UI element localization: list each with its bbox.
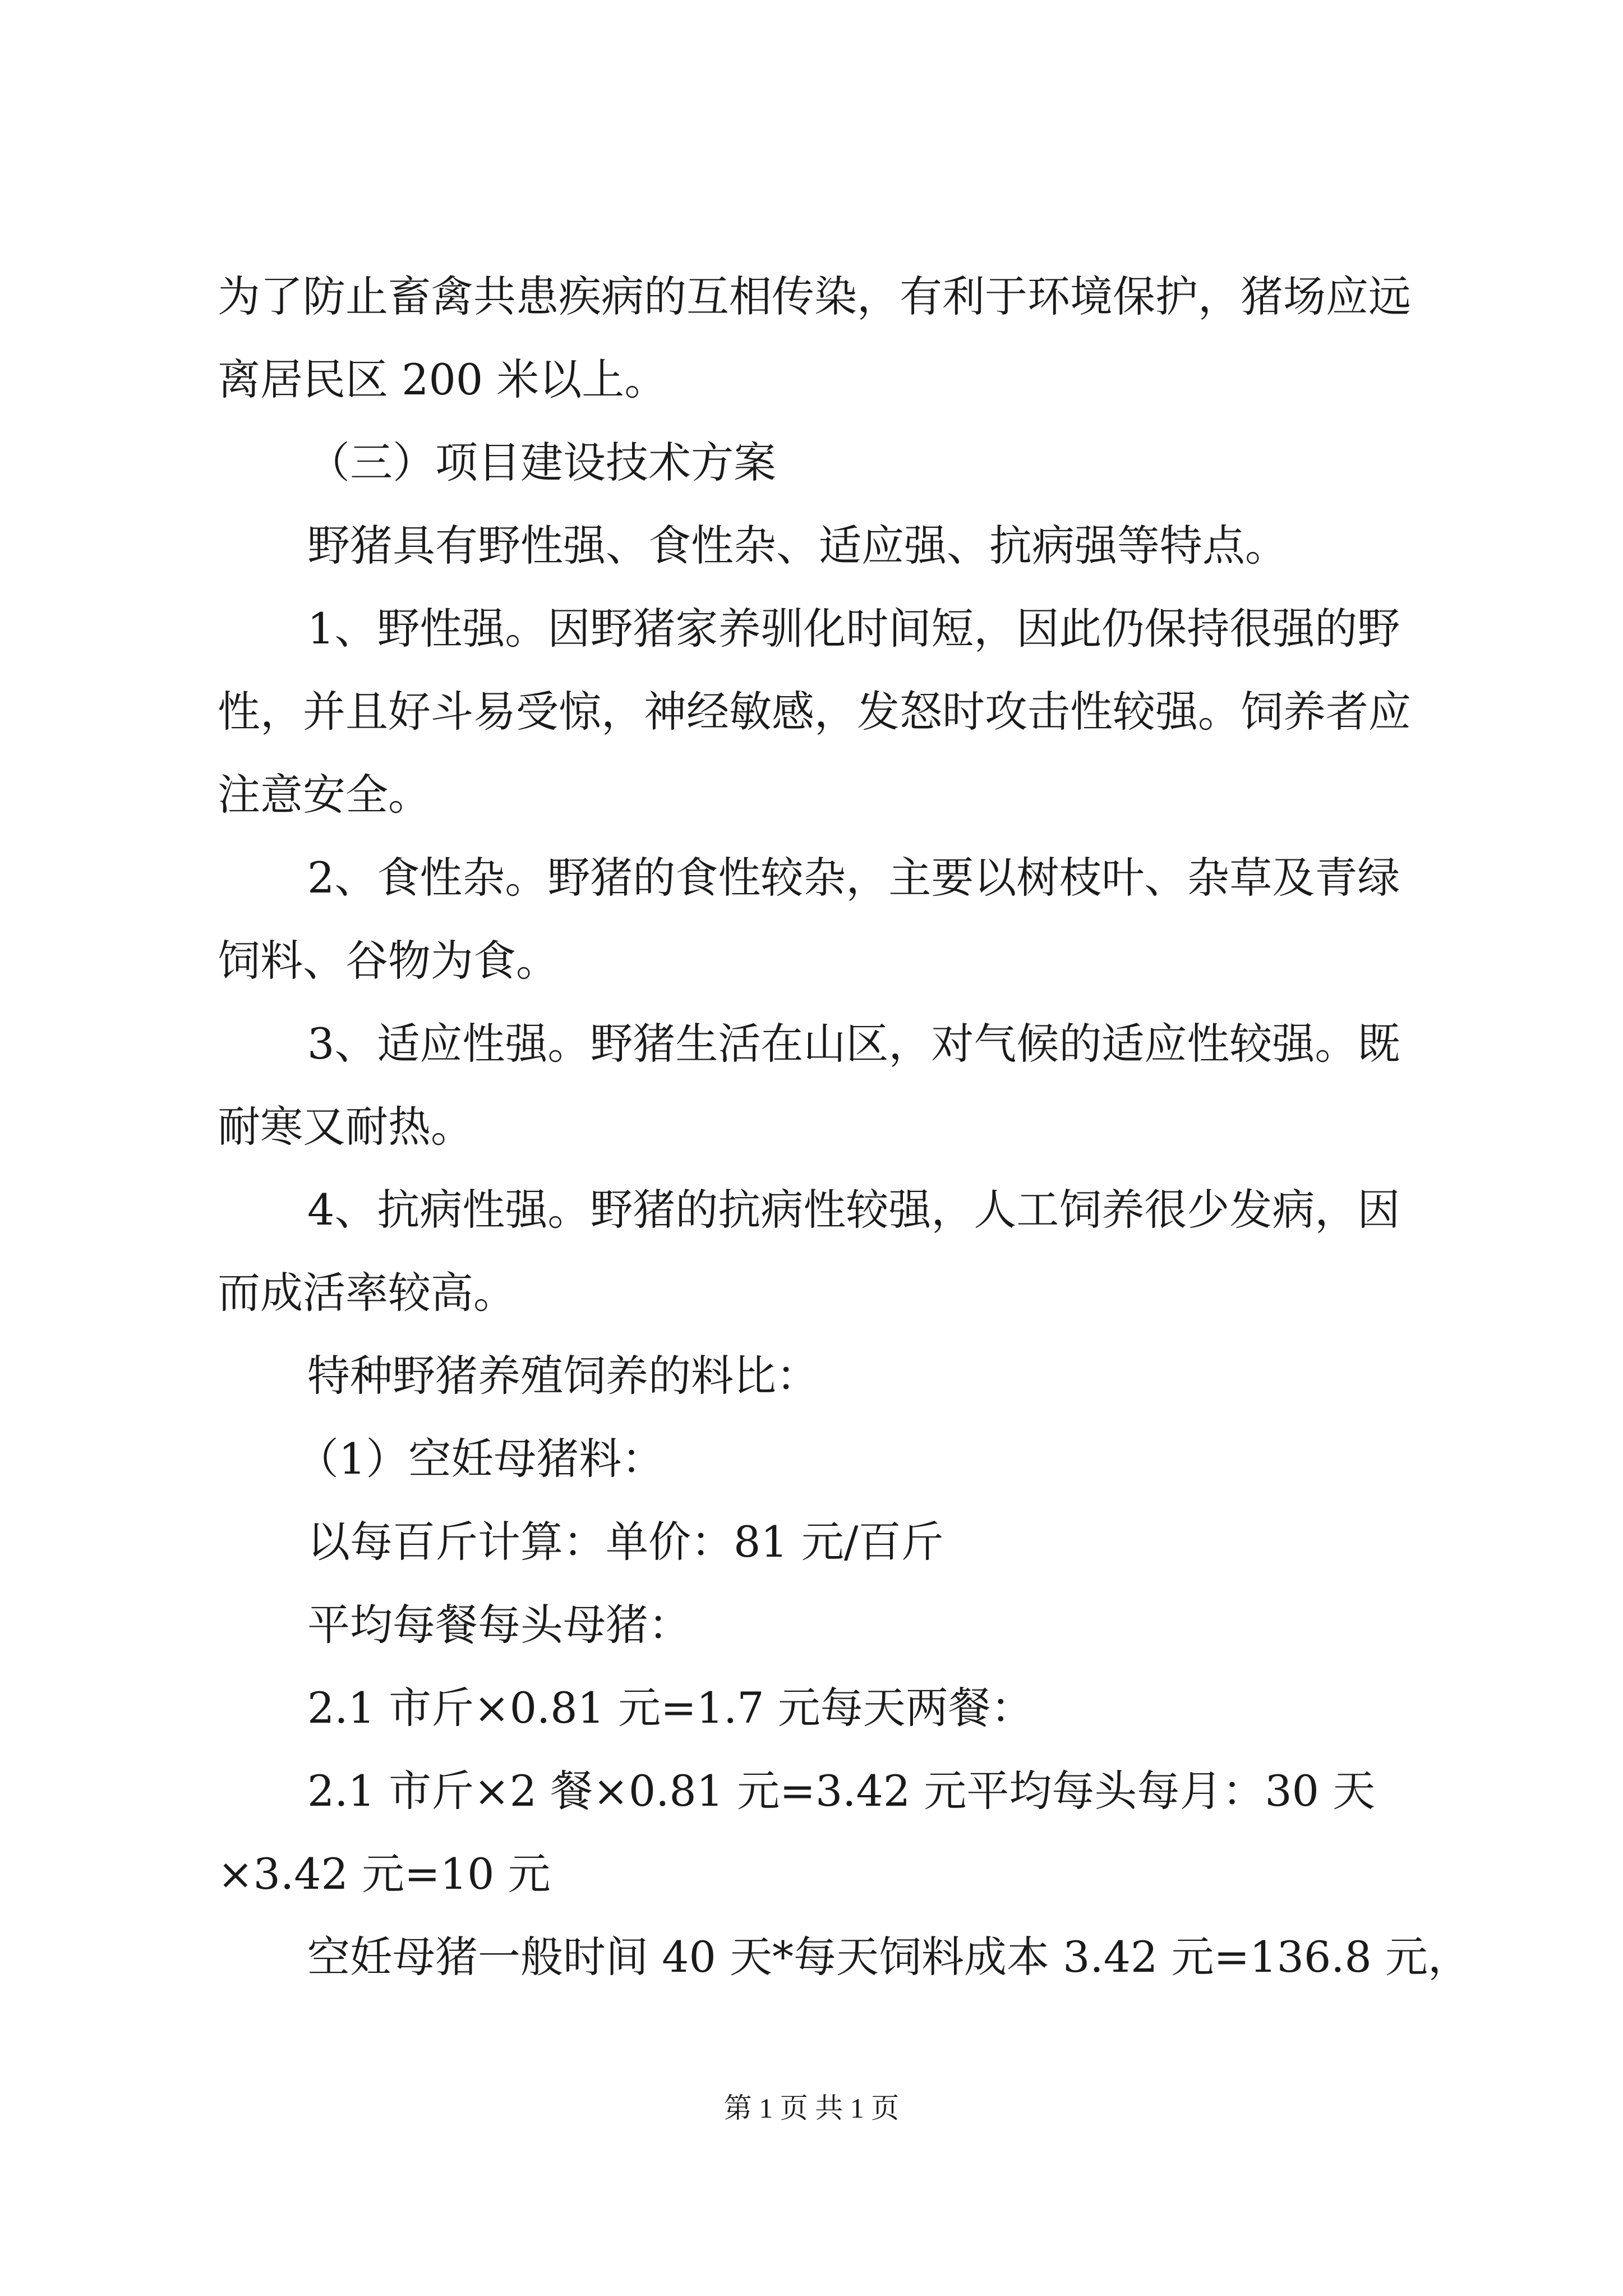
text-line: 耐寒又耐热。	[218, 1102, 473, 1152]
text-line: 离居民区 200 米以上。	[218, 355, 667, 404]
text-line: 以每百斤计算：单价：81 元/百斤	[307, 1517, 944, 1567]
section-heading: （三）项目建设技术方案	[307, 438, 776, 487]
text-line: 4、抗病性强。野猪的抗病性较强，人工饲养很少发病，因	[307, 1185, 1400, 1235]
text-line: 饲料、谷物为食。	[218, 936, 559, 986]
text-line: 而成活率较高。	[218, 1268, 516, 1318]
text-line: （1）空妊母猪料：	[296, 1434, 665, 1484]
text-line: 2、食性杂。野猪的食性较杂，主要以树枝叶、杂草及青绿	[307, 853, 1400, 903]
text-line: 平均每餐每头母猪：	[307, 1600, 691, 1650]
text-line: ×3.42 元=10 元	[218, 1849, 551, 1899]
text-line: 为了防止畜禽共患疾病的互相传染，有利于环境保护，猪场应远	[218, 272, 1411, 321]
text-line: 1、野性强。因野猪家养驯化时间短，因此仍保持很强的野	[307, 604, 1400, 654]
page-footer: 第 1 页 共 1 页	[723, 2092, 900, 2124]
text-line: 2.1 市斤×0.81 元=1.7 元每天两餐：	[307, 1683, 1034, 1733]
text-line: 2.1 市斤×2 餐×0.81 元=3.42 元平均每头每月：30 天	[307, 1766, 1376, 1816]
text-line: 空妊母猪一般时间 40 天*每天饲料成本 3.42 元=136.8 元，	[307, 1932, 1470, 1982]
text-line: 3、适应性强。野猪生活在山区，对气候的适应性较强。既	[307, 1019, 1400, 1069]
text-line: 野猪具有野性强、食性杂、适应强、抗病强等特点。	[307, 521, 1288, 570]
text-line: 特种野猪养殖饲养的料比：	[307, 1351, 819, 1401]
text-line: 注意安全。	[218, 770, 431, 820]
text-line: 性，并且好斗易受惊，神经敏感，发怒时攻击性较强。饲养者应	[218, 687, 1411, 737]
